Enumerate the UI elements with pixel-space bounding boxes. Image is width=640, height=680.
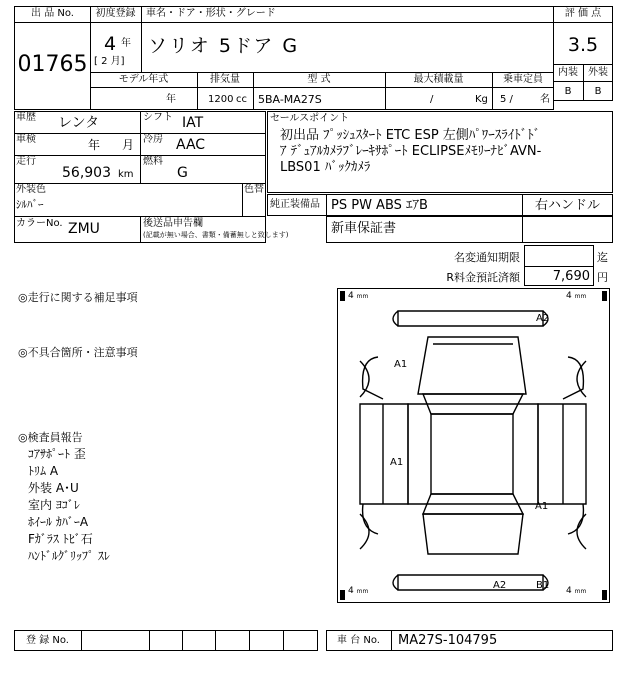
max-load-label: 最大積載量	[413, 74, 464, 85]
lot-no: 01765	[17, 52, 88, 77]
capacity: 5 /	[500, 94, 513, 105]
tire-label-tl	[348, 290, 368, 303]
name-change-box	[524, 245, 594, 267]
max-load-unit: Kg	[475, 94, 488, 105]
tire-br-unit: mm	[574, 588, 587, 595]
first-reg-label: 初度登録	[95, 8, 136, 19]
ext-color-label: 外装色	[16, 184, 46, 195]
tire-label-br	[566, 585, 586, 598]
chassis-label: 車 台 No.	[337, 635, 380, 646]
damage-rear: A2	[493, 580, 507, 591]
tire-tr-unit: mm	[574, 293, 587, 300]
sales-point-text	[280, 128, 612, 176]
sales-line: LBS01 ﾊﾞｯｸｶﾒﾗ	[280, 160, 371, 175]
aircon: AAC	[176, 137, 206, 153]
inspection-month: 月	[122, 138, 135, 152]
tire-tl-value: 4	[348, 291, 354, 301]
model-year-unit: 年	[166, 94, 176, 105]
displacement-label: 排気量	[210, 74, 240, 85]
year-unit: 年	[121, 38, 131, 49]
mileage-label: 走行	[16, 156, 36, 167]
recolor-label: 色替	[244, 184, 264, 195]
recycle-value: 7,690	[552, 269, 590, 284]
shift: IAT	[182, 115, 204, 131]
mileage-unit: km	[118, 169, 134, 180]
inspection-year: 年	[88, 138, 101, 152]
warranty: 新車保証書	[331, 221, 397, 236]
capacity-unit: 名	[540, 94, 550, 105]
type-label: 型 式	[307, 74, 331, 85]
recycle-unit: 円	[597, 271, 608, 284]
rating: 3.5	[567, 34, 599, 56]
handle-side: 右ハンドル	[534, 198, 600, 213]
name-change-label: 名変通知期限	[454, 251, 520, 264]
damage-left: A1	[390, 457, 404, 468]
shift-label: シフト	[143, 112, 173, 123]
color-no: ZMU	[68, 221, 100, 237]
color-no-label: カラーNo.	[16, 218, 63, 229]
car-name: ソリオ 5ドア G	[148, 35, 300, 57]
inspector-line: ﾎｲｰﾙ ｶﾊﾞｰA	[28, 515, 89, 529]
tire-br-value: 4	[566, 586, 572, 596]
inspector-line: ﾄﾘﾑ A	[28, 464, 59, 478]
max-load: /	[430, 94, 434, 105]
aircon-label: 冷房	[143, 134, 163, 145]
history: レンタ	[58, 115, 100, 131]
exterior-label: 外装	[588, 67, 608, 78]
first-reg-year: 4	[104, 33, 117, 55]
defects-title: ◎不具合箇所・注意事項	[18, 346, 138, 359]
mileage: 56,903	[62, 165, 111, 181]
fuel-label: 燃料	[143, 156, 163, 167]
displacement: 1200	[208, 94, 234, 105]
tire-label-bl	[348, 585, 368, 598]
reg-no-label: 登 録 No.	[26, 635, 69, 646]
sales-point-label: セールスポイント	[270, 113, 350, 124]
model-year-label: モデル年式	[118, 74, 169, 85]
equipment-label: 純正装備品	[270, 199, 320, 210]
chassis-no: MA27S-104795	[398, 633, 498, 648]
lot-no-label: 出 品 No.	[31, 8, 74, 19]
inspector-title: ◎検査員報告	[18, 431, 83, 444]
ext-color: ｼﾙﾊﾞｰ	[16, 198, 44, 211]
car-outline-svg	[338, 289, 609, 602]
fuel: G	[177, 165, 188, 181]
sales-line: 初出品 ﾌﾟｯｼｭｽﾀｰﾄ ETC ESP 左側ﾊﾟﾜｰｽﾗｲﾄﾞﾄﾞ	[280, 128, 541, 143]
inspector-line: ﾊﾝﾄﾞﾙｸﾞﾘｯﾌﾟ ｽﾚ	[28, 549, 110, 563]
recycle-label: R料金預託済額	[446, 271, 520, 284]
tire-bl-unit: mm	[356, 588, 369, 595]
name-change-unit: 迄	[597, 251, 608, 264]
displacement-unit: cc	[236, 94, 247, 105]
inspector-report	[28, 446, 110, 565]
capacity-label: 乗車定員	[503, 74, 543, 85]
inspection-label: 車検	[16, 134, 36, 145]
inspector-line: 室内 ﾖｺﾞﾚ	[28, 498, 80, 512]
damage-rear-2: B1	[536, 580, 550, 591]
interior-label: 内装	[558, 67, 578, 78]
exterior-grade: B	[594, 86, 602, 97]
history-label: 車歴	[16, 112, 36, 123]
damage-right-rear: A1	[535, 501, 549, 512]
supplement-title: ◎走行に関する補足事項	[18, 291, 138, 304]
car-diagram	[337, 288, 610, 603]
tire-label-tr	[566, 290, 586, 303]
inspector-line: Fｶﾞﾗｽ ﾄﾋﾞ石	[28, 532, 93, 546]
damage-left-front: A1	[394, 359, 408, 370]
inspector-line: 外装 A･U	[28, 481, 79, 495]
type: 5BA-MA27S	[258, 93, 322, 106]
first-reg-month: [ 2 月]	[94, 56, 125, 67]
tire-bl-value: 4	[348, 586, 354, 596]
rear-report-label: 後送品申告欄	[143, 218, 203, 229]
car-name-label: 車名・ドア・形状・グレード	[146, 8, 276, 19]
tire-tl-unit: mm	[356, 293, 369, 300]
equipment: PS PW ABS ｴｱB	[331, 198, 428, 213]
inspector-line: ｺｱｻﾎﾟｰﾄ 歪	[28, 447, 86, 461]
damage-front: A2	[536, 313, 550, 324]
rear-report-note: (記載が無い場合、書類・備蓄無しと致します)	[143, 231, 289, 239]
rating-label: 評 価 点	[564, 8, 602, 19]
sales-line: ｱ ﾃﾞｭｱﾙｶﾒﾗﾌﾞﾚｰｷｻﾎﾟｰﾄ ECLIPSEﾒﾓﾘｰﾅﾋﾞAVN-	[280, 144, 542, 159]
tire-tr-value: 4	[566, 291, 572, 301]
interior-grade: B	[564, 86, 572, 97]
